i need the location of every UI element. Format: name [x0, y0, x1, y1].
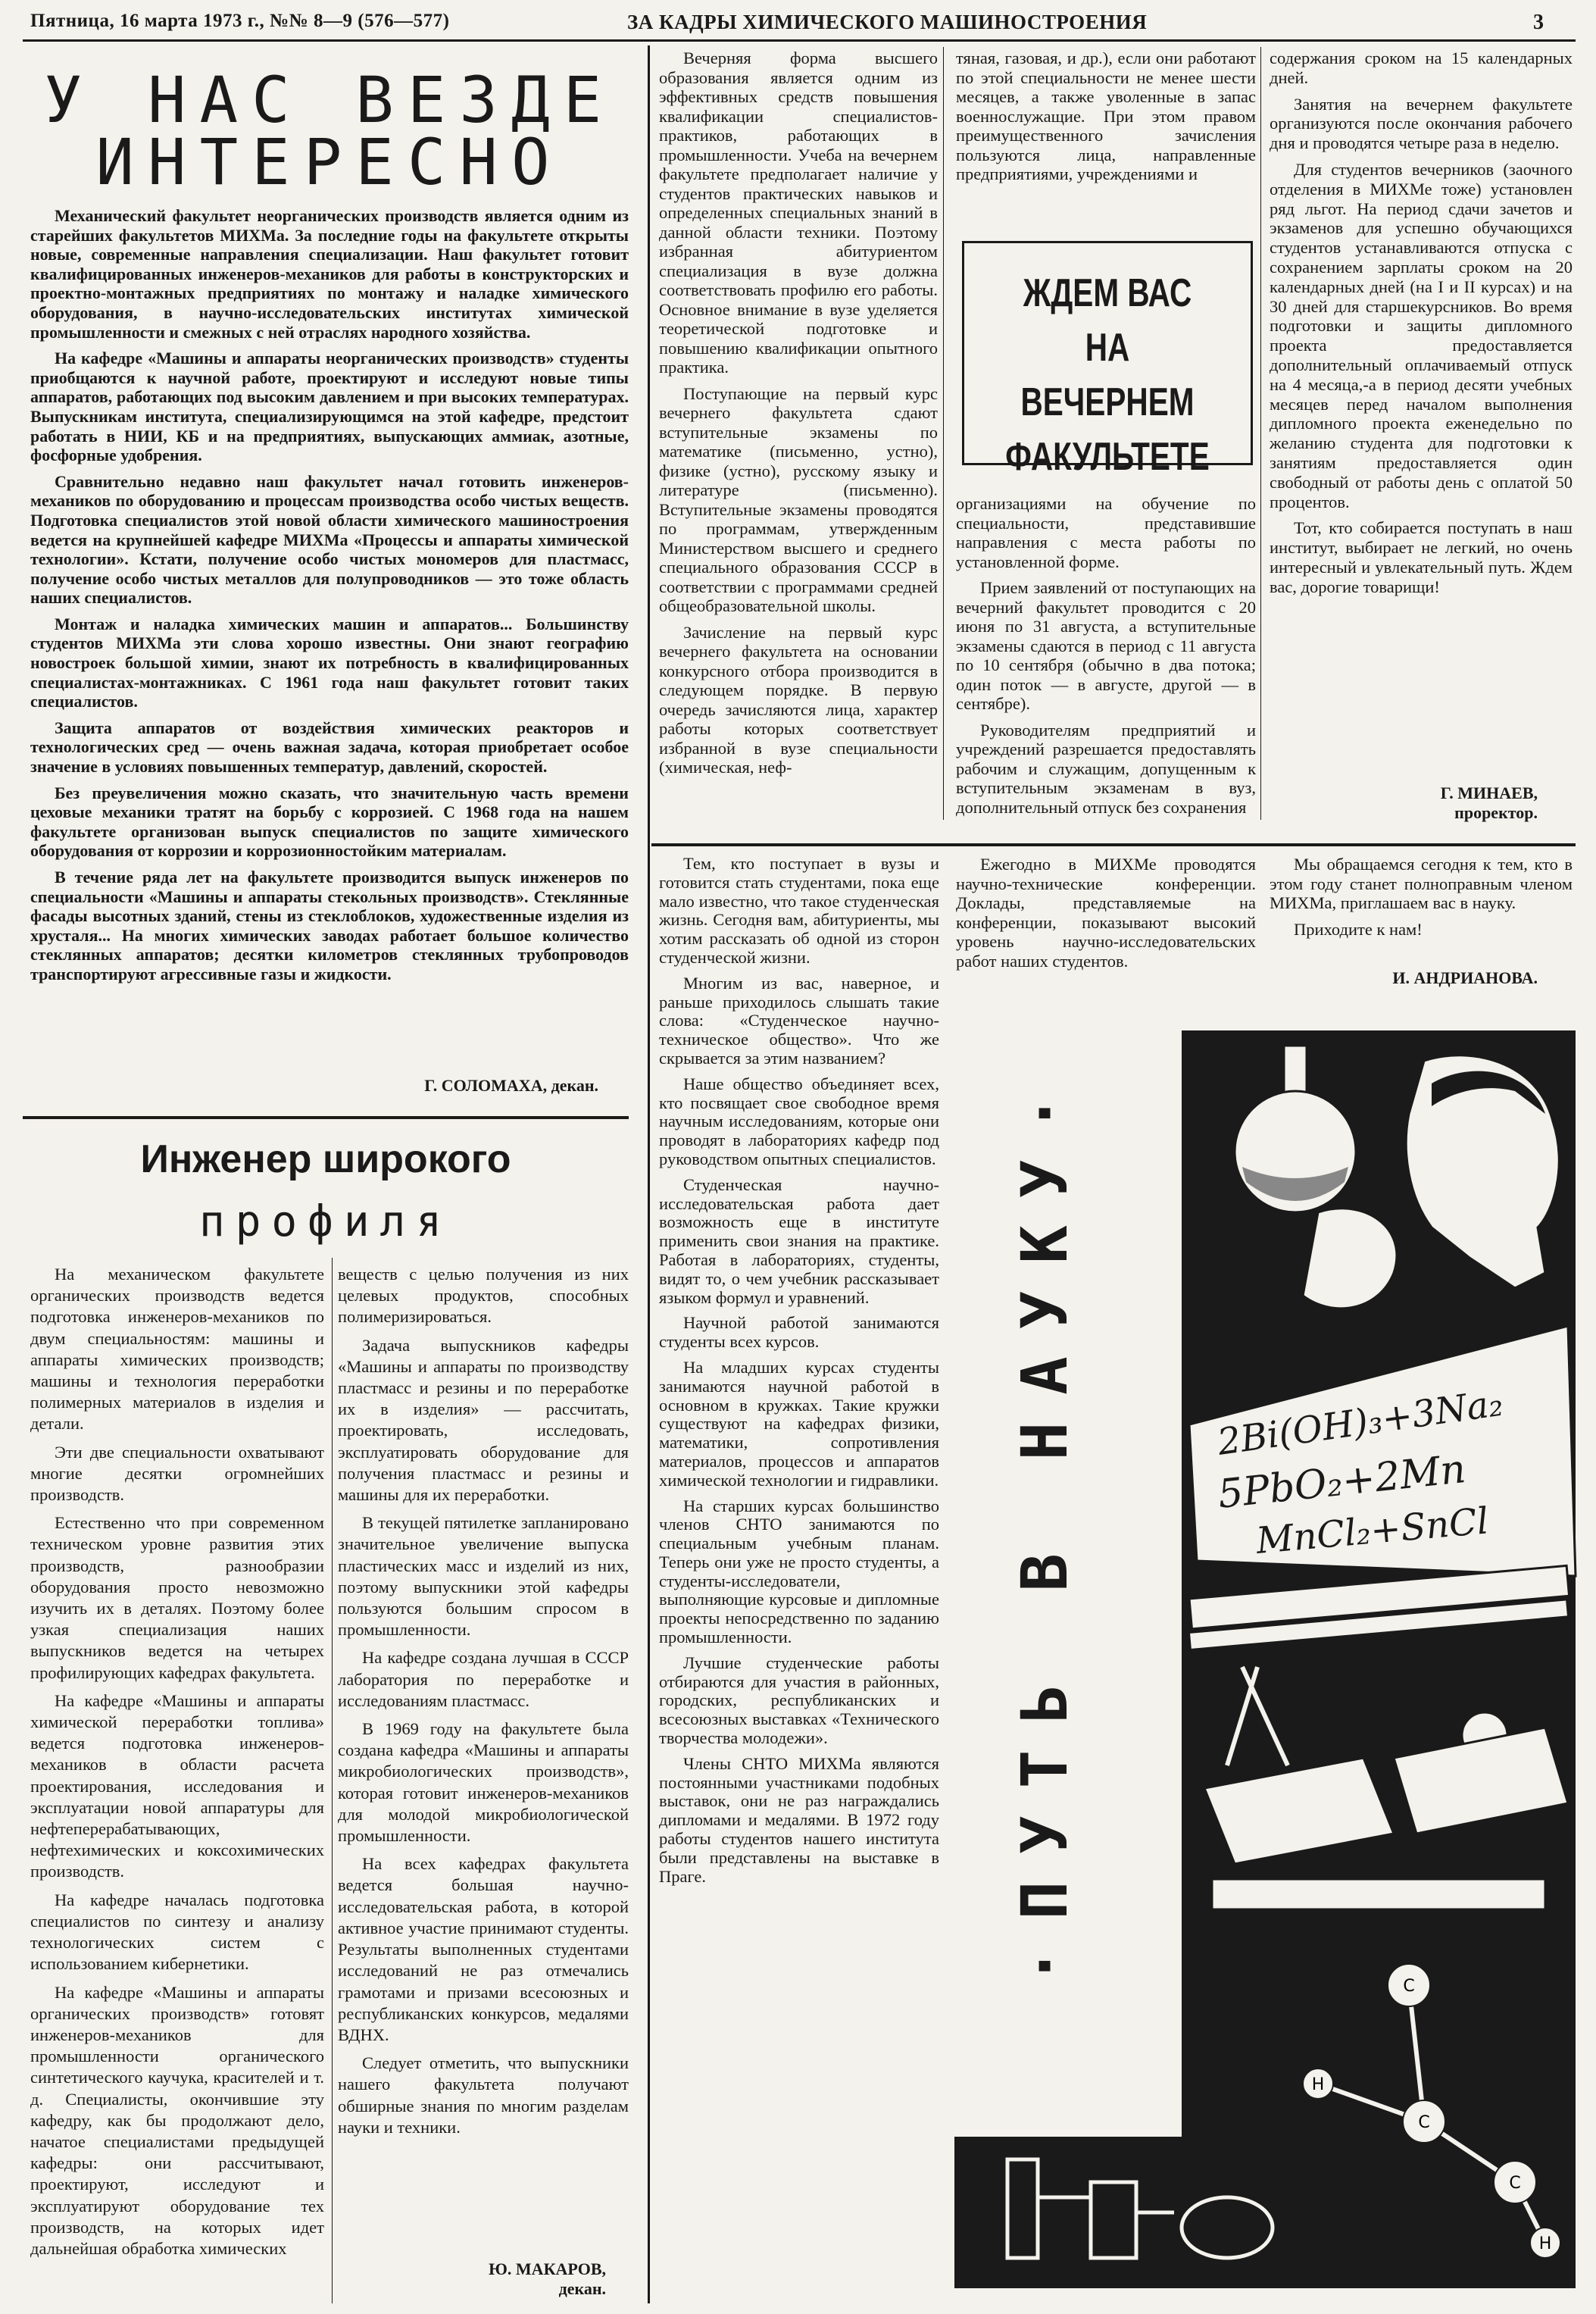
science-illustration	[939, 1000, 1583, 2303]
header-rule	[23, 39, 1576, 42]
article4-column-3	[1270, 855, 1573, 953]
atom-label: H	[1311, 2075, 1325, 2094]
atom-label: H	[1538, 2234, 1552, 2253]
article3-column-2-bottom	[956, 494, 1256, 820]
paragraph: Члены СНТО МИХМа являются постоянными участниками подобных выставок, они не раз награждались дипломами и медалями. В 1972 году работы студентов нашего института были представлены на выставке в Праге.	[659, 1753, 939, 1886]
paragraph: Многим из вас, наверное, и раньше приходилось слышать такие слова: «Студенческое научно-техническое общество». Что же скрывается за этим названием?	[659, 973, 939, 1068]
paragraph: Студенческая научно-исследовательская работа дает возможность еще в институте применить свои знания на практике. Работая в лабораториях, студенты, видят то, о чем учебник рассказывает языком формул и уравнений.	[659, 1174, 939, 1307]
article1-title-line1: У НАС ВЕЗДЕ	[43, 63, 616, 137]
section-rule-left	[23, 1116, 629, 1119]
page-number: 3	[1533, 11, 1544, 34]
paragraph: Прием заявлений от поступающих на вечерний факультет проводится с 20 июня по 31 августа, а вступительные экзамены сдаются в период с 11 августа по 10 сентября (обычно в два потока; один поток — в августе, другой — в сентябре).	[956, 578, 1256, 713]
paragraph: Ежегодно в МИХМе проводятся научно-технические конференции. Доклады, представляемые на конференции, показывают высокий уровень научно-исследовательских работ наших студентов.	[956, 855, 1256, 971]
article3-column-1	[659, 48, 938, 821]
paragraph: Наше общество объединяет всех, кто посвящает свое свободное время научным исследованиям, которые они проводят в лабораториях кафедр под руководством опытных специалистов.	[659, 1074, 939, 1168]
formula-line-3: MnCl₂+SnCl	[1254, 1499, 1491, 1562]
paragraph: На кафедре «Машины и аппараты неорганических производств» студенты приобщаются к научной работе, проектируют и исследуют новые типы аппаратов, работающих под высоким давлением и при высоких температурах. Выпускникам института, специализирующимся на этой кафедре, предстоит работать в НИИ, КБ и на предприятиях, выпускающих аммиак, азотные, фосфорные удобрения.	[30, 349, 629, 465]
paragraph: Защита аппаратов от воздействия химических реакторов и технологических сред — очень важная задача, которая приобретает особое значение в условиях повышенных температур, давлений, скоростей.	[30, 718, 629, 777]
paragraph: Приходите к нам!	[1294, 919, 1423, 939]
paragraph: На кафедре «Машины и аппараты химической переработки топлива» ведется подготовка инженеров-механиков в области расчета проектирования, исследования и эксплуатации новой аппаратуры для нефтеперерабатывающих, нефтехимических и коксохимических производств.	[30, 1690, 324, 1881]
paragraph: Тем, кто поступает в вузы и готовится стать студентами, пока еще мало известно, что такое студенческая жизнь. Сегодня вам, абитуриенты, мы хотим рассказать об одной из сторон студенческой жизни.	[659, 855, 939, 967]
column-rule	[332, 1258, 333, 2303]
paragraph: В 1969 году на факультете была создана кафедра «Машины и аппараты микробиологических производств», которая готовит инженеров-механиков для молодой микробиологической промышленности.	[338, 1719, 629, 1846]
article2-title-line2: профиля	[198, 1197, 452, 1246]
paragraph: Поступающие на первый курс вечернего факультета сдают вступительные экзамены по математике (письменно, устно), физике (устно), русскому языку и литературе (письменно). Вступительные экзамены проводятся по программам, утвержденным Министерством высшего и среднего специального образования СССР в соответствии с программами средней общеобразовательной школы.	[659, 383, 938, 615]
section-rule-right	[651, 843, 1576, 846]
newspaper-title: ЗА КАДРЫ ХИМИЧЕСКОГО МАШИНОСТРОЕНИЯ	[627, 11, 1148, 33]
paragraph: В течение ряда лет на факультете производится выпуск инженеров по специальности «Машины и аппараты стекольных производств». Стеклянные фасады высотных зданий, стены из стеклоблоков, художественные изделия из хрусталя... На многих химических заводах работает большое количество стеклянных аппаратов; десятки километров стеклянных трубопроводов транспортируют агрессивные газы и жидкости.	[30, 868, 629, 983]
article2-signature-title: декан.	[558, 2279, 606, 2298]
paragraph: Следует отметить, что выпускники нашего факультета получают обширные знания по многим разделам науки и техники.	[338, 2053, 629, 2137]
article3-column-3	[1270, 48, 1573, 783]
article4-column-2	[956, 855, 1256, 991]
issue-date: Пятница, 16 марта 1973 г., №№ 8—9 (576—577)	[30, 11, 450, 31]
article2-title-line1: Инженер широкого	[140, 1137, 511, 1181]
paragraph: Лучшие студенческие работы отбираются для участия в районных, городских, республиканских и всесоюзных выставках «Технического творчества молодежи».	[659, 1653, 939, 1748]
formula-line-1: 2Bi(OH)₃+3Na₂	[1214, 1381, 1506, 1464]
article2-column-1	[30, 1264, 324, 2298]
paragraph: Естественно что при современном техническом уровне развития этих производств, разнообразии оборудования просто невозможно изучить их в деталях. Поэтому более узкая специализация наших выпускников ведется на четырех профилирующих кафедрах факультета.	[30, 1513, 324, 1682]
atom-label: C	[1418, 2113, 1430, 2132]
paragraph: Занятия на вечернем факультете организуются после окончания рабочего дня и проводятся четыре раза в неделю.	[1270, 94, 1573, 153]
paragraph: Для студентов вечерников (заочного отделения в МИХМе тоже) установлен ряд льгот. На период сдачи зачетов и экзаменов для успешно обучающихся студентов устанавливаются отпуска с сохранением зарплаты сроком на 20 календарных дней (на I и II курсах) и на 30 дней для старшекурсников. Во время подготовки и защиты дипломного проекта предоставляется дополнительный оплачиваемый отпуск на 4 месяца,-а в период десяти учебных месяцев перед началом выполнения дипломного проекта еженедельно по желанию студента для подготовки к занятиям предоставляется один свободный от работы день с оплатой 50 процентов.	[1270, 159, 1573, 511]
paragraph: содержания сроком на 15 календарных дней.	[1270, 48, 1573, 87]
box-headline-line2: НА ВЕЧЕРНЕМ	[1020, 326, 1195, 424]
formula-line-2: 5PbO₂+2Mn	[1216, 1446, 1468, 1518]
paragraph: На старших курсах большинство членов СНТО занимаются по специальным учебным планам. Теперь они уже не просто студенты, а студенты-исследователи, выполняющие курсовые и дипломные проекты непосредственно по заданию промышленности.	[659, 1496, 939, 1647]
paragraph: На кафедре началась подготовка специалистов по синтезу и анализу технологических систем с использованием кибернетики.	[30, 1890, 324, 1974]
article3-signature-name: Г. МИНАЕВ,	[1440, 783, 1538, 802]
article1-title-line2: ИНТЕРЕСНО	[95, 125, 564, 199]
atom-label: C	[1509, 2174, 1521, 2193]
vertical-title-path-to-science: ·ПУТЬ В НАУКУ·	[1007, 1066, 1082, 1985]
paragraph: веществ с целью получения из них целевых продуктов, способных полимеризироваться.	[338, 1265, 629, 1327]
paragraph: На младших курсах студенты занимаются научной работой в основном в кружках. Такие кружки существуют на кафедрах физики, математики, сопротивления материалов, процессов и аппаратов химической технологии и гидравлики.	[659, 1357, 939, 1490]
paragraph: Вечерняя форма высшего образования является одним из эффективных средств повышения квалификации специалистов-практиков, работающих в промышленности. Учеба на вечернем факультете предполагает наличие у студентов практических навыков и определенных специальных знаний в данной области техники. Поэтому избранная абитуриентом специализация в вузе должна соответствовать профилю его работы. Основное внимание в вузе уделяется теоретической подготовке и повышению квалификации опытного практика.	[659, 48, 938, 377]
paragraph: Руководителям предприятий и учреждений разрешается предоставлять рабочим и служащим, допущенным к вступительным экзаменам в вуз, дополнительный отпуск без сохранения	[956, 720, 1256, 817]
paragraph: Зачисление на первый курс вечернего факультета на основании конкурсного отбора производится в следующем порядке. В первую очередь зачисляются лица, характер работы которых соответствует избранной в вузе специальности (химическая, неф-	[659, 622, 938, 777]
box-headline-line1: ЖДЕМ ВАС	[1023, 271, 1192, 315]
column-rule	[1260, 47, 1261, 820]
paragraph: Эти две специальности охватывают многие десятки огромнейших производств.	[30, 1442, 324, 1505]
paragraph: Тот, кто собирается поступать в наш институт, выбирает не легкий, но очень интересный и увлекательный путь. Ждем вас, дорогие товарищи!	[1270, 518, 1573, 596]
box-headline-line3: ФАКУЛЬТЕТЕ	[1005, 435, 1210, 479]
atom-label: C	[1403, 1977, 1415, 1996]
paragraph: На всех кафедрах факультета ведется большая научно-исследовательская работа, в которой активное участие принимают студенты. Результаты выполненных студентами исследований не раз отмечались грамотами и призами всесоюзных и республиканских конкурсов, медалями ВДНХ.	[338, 1854, 629, 2044]
article1-signature: Г. СОЛОМАХА, декан.	[424, 1076, 598, 1095]
paragraph: Механический факультет неорганических производств является одним из старейших факультетов МИХМа. За последние годы на факультете открыты новые, современные направления специализации. Наш факультет готовит квалифицированных инженеров-механиков для работы в конструкторских и проектно-монтажных предприятиях по монтажу и наладке химического оборудования, в научно-исследовательских институтах химической промышленности и смежных с ней отраслях народного хозяйства.	[30, 206, 629, 342]
paragraph: организациями на обучение по специальности, представившие направления с места работы по установленной форме.	[956, 494, 1256, 571]
paragraph: Без преувеличения можно сказать, что значительную часть времени цеховые механики тратят на борьбу с коррозией. С 1968 года на нашем факультете организован выпуск специалистов по защите химического оборудования от коррозии и коррозионностойким материалам.	[30, 783, 629, 861]
article2-column-2	[338, 1264, 629, 2196]
paragraph: Монтаж и наладка химических машин и аппаратов... Большинству студентов МИХМа эти слова хорошо известны. Они знают географию новостроек большой химии, знают их потребность в квалифицированных специалистах-монтажниках. С 1961 года наш факультет готовит таких специалистов.	[30, 614, 629, 711]
article3-column-2-top	[956, 48, 1256, 230]
article1-body	[30, 206, 629, 1077]
paragraph: тяная, газовая, и др.), если они работают по этой специальности не менее шести месяцев, а также уволенные в запас военнослужащие. При этом правом преимущественного зачисления пользуются лица, направленные предприятиями, учреждениями и	[956, 48, 1256, 183]
evening-faculty-headline-box	[962, 241, 1253, 479]
paragraph: Мы обращаемся сегодня к тем, кто в этом году станет полноправным членом МИХМа, приглашаем вас в науку.	[1270, 855, 1573, 912]
column-rule-main	[648, 45, 650, 2303]
column-rule	[943, 47, 944, 820]
article3-signature-title: проректор.	[1454, 803, 1538, 822]
paragraph: Задача выпускников кафедры «Машины и аппараты по производству пластмасс и резины и по переработке их в изделия» — рассчитать, проектировать, исследовать, эксплуатировать оборудование для получения пластмасс и резины и машины для их переработки.	[338, 1335, 629, 1505]
paragraph: На кафедре «Машины и аппараты органических производств» готовят инженеров-механиков для промышленности органического синтетического каучука, красителей и т. д. Специалисты, окончившие эту кафедру, как бы продолжают дело, начатое специалистами предыдущей кафедры: они рассчитывают, проектируют, исследуют и эксплуатируют оборудование тех производств, на которых идет дальнейшая обработка химических	[30, 1982, 324, 2258]
paragraph: В текущей пятилетке запланировано значительное увеличение выпуска пластических масс и изделий из них, поэтому выпускники этой кафедры пользуются большим спросом в промышленности.	[338, 1513, 629, 1640]
paragraph: На механическом факультете органических производств ведется подготовка инженеров-механиков по двум специальностям: машины и аппараты химических производств; машины и технология переработки полимерных материалов в изделия и детали.	[30, 1265, 324, 1434]
article2-signature-name: Ю. МАКАРОВ,	[489, 2259, 606, 2278]
article4-column-1	[659, 855, 939, 2014]
paragraph: Сравнительно недавно наш факультет начал готовить инженеров-механиков по оборудованию и процессам производства особо чистых веществ. Подготовка специалистов этой новой области химического машиностроения ведется на крупнейшей кафедре МИХМа «Процессы и аппараты химической технологии». Кстати, получение особо чистых мономеров для пластмасс, получение особо чистых металлов для полупроводников — это тоже область наших специалистов.	[30, 471, 629, 608]
paragraph: Научной работой занимаются студенты всех курсов.	[659, 1313, 939, 1352]
paragraph: На кафедре создана лучшая в СССР лаборатория по переработке и исследованиям пластмасс.	[338, 1648, 629, 1710]
article4-signature: И. АНДРИАНОВА.	[1392, 968, 1538, 987]
